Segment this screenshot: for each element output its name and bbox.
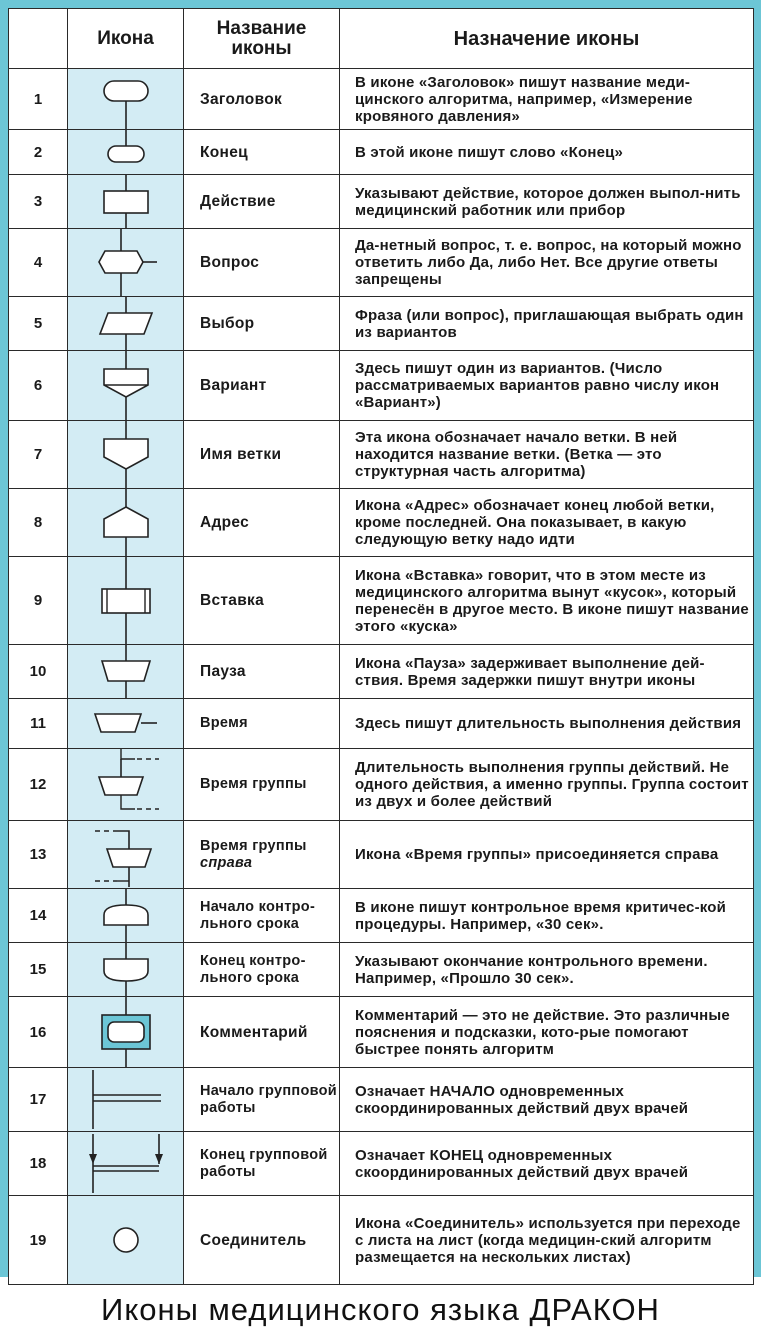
- group-time-right-icon: [68, 821, 184, 889]
- table-row: [9, 1196, 754, 1285]
- address-icon: [68, 489, 184, 557]
- table-row: [9, 749, 754, 821]
- row-number: 1: [9, 69, 68, 130]
- table-row: [9, 69, 754, 130]
- control-start-icon: [68, 889, 184, 943]
- row-number: 17: [9, 1068, 68, 1132]
- icon-name-cell: [184, 821, 340, 889]
- connector-icon: [68, 1196, 184, 1285]
- table-row: [9, 699, 754, 749]
- variant-icon: [68, 351, 184, 421]
- row-number: 19: [9, 1196, 68, 1285]
- table-row: [9, 645, 754, 699]
- question-icon: [68, 229, 184, 297]
- table-row: [9, 351, 754, 421]
- row-number: 7: [9, 421, 68, 489]
- icon-name: Начало групповой работы: [184, 1068, 340, 1132]
- table-row: [9, 1068, 754, 1132]
- icon-description: Икона «Адрес» обозначает конец любой ветки, кроме последней. Она показывает, в какую следующую ветку надо идти: [340, 489, 754, 557]
- row-number: 3: [9, 175, 68, 229]
- icon-name: Адрес: [184, 489, 340, 557]
- table-row: [9, 943, 754, 997]
- icon-description: Указывают действие, которое должен выпол-нить медицинский работник или прибор: [340, 175, 754, 229]
- icon-description: Фраза (или вопрос), приглашающая выбрать один из вариантов: [340, 297, 754, 351]
- icon-description: Здесь пишут длительность выполнения действия: [340, 699, 754, 749]
- icon-name: Соединитель: [184, 1196, 340, 1285]
- table-row: [9, 421, 754, 489]
- icon-description: Длительность выполнения группы действий. Не одного действия, а именно группы. Группа состоит из двух и более действий: [340, 749, 754, 821]
- icon-description: Здесь пишут один из вариантов. (Число рассматриваемых вариантов равно числу икон «Вариант»): [340, 351, 754, 421]
- header-name: Название иконы: [184, 9, 340, 69]
- icon-name: Пауза: [184, 645, 340, 699]
- table-row: [9, 557, 754, 645]
- icon-name: Вариант: [184, 351, 340, 421]
- icon-description: Комментарий — это не действие. Это различные пояснения и подсказки, кото-рые помогают быстрее понять алгоритм: [340, 997, 754, 1068]
- icon-description: В иконе «Заголовок» пишут название меди-цинского алгоритма, например, «Измерение кровяного давления»: [340, 69, 754, 130]
- table-row: [9, 229, 754, 297]
- icon-description: Икона «Пауза» задерживает выполнение дей-ствия. Время задержки пишут внутри иконы: [340, 645, 754, 699]
- icon-description: Указывают окончание контрольного времени. Например, «Прошло 30 сек».: [340, 943, 754, 997]
- header-number: [9, 9, 68, 69]
- row-number: 11: [9, 699, 68, 749]
- row-number: 9: [9, 557, 68, 645]
- icon-description: В этой иконе пишут слово «Конец»: [340, 130, 754, 175]
- row-number: 16: [9, 997, 68, 1068]
- row-number: 12: [9, 749, 68, 821]
- row-number: 10: [9, 645, 68, 699]
- title-icon: [68, 69, 184, 130]
- icons-table: [8, 8, 754, 1285]
- table-row: [9, 175, 754, 229]
- time-icon: [68, 699, 184, 749]
- row-number: 2: [9, 130, 68, 175]
- table-row: [9, 1132, 754, 1196]
- icon-name: Начало контро-льного срока: [184, 889, 340, 943]
- row-number: 15: [9, 943, 68, 997]
- group-work-end-icon: [68, 1132, 184, 1196]
- page-caption: Иконы медицинского языка ДРАКОН: [101, 1292, 660, 1327]
- control-end-icon: [68, 943, 184, 997]
- table-header-row: [9, 9, 754, 69]
- group-time-icon: [68, 749, 184, 821]
- icon-description: Икона «Соединитель» используется при переходе с листа на лист (когда медицин-ский алгоритм размещается на нескольких листах): [340, 1196, 754, 1285]
- action-icon: [68, 175, 184, 229]
- pause-icon: [68, 645, 184, 699]
- header-purpose: Назначение иконы: [340, 9, 754, 69]
- icon-name: Выбор: [184, 297, 340, 351]
- row-number: 4: [9, 229, 68, 297]
- comment-icon: [68, 997, 184, 1068]
- table-row: [9, 130, 754, 175]
- group-work-start-icon: [68, 1068, 184, 1132]
- icon-name-sub: справа: [200, 854, 253, 871]
- icon-description: Икона «Вставка» говорит, что в этом месте из медицинского алгоритма вынут «кусок», который перенесён в другое место. В иконе пишут название этого «куска»: [340, 557, 754, 645]
- icon-name: Заголовок: [184, 69, 340, 130]
- table-row: [9, 997, 754, 1068]
- icon-name: Вопрос: [184, 229, 340, 297]
- row-number: 13: [9, 821, 68, 889]
- branch-name-icon: [68, 421, 184, 489]
- row-number: 18: [9, 1132, 68, 1196]
- icon-name: Время группы: [200, 837, 307, 854]
- end-icon: [68, 130, 184, 175]
- icon-description: Да-нетный вопрос, т. е. вопрос, на который можно ответить либо Да, либо Нет. Все другие ответы запрещены: [340, 229, 754, 297]
- icon-description: Означает НАЧАЛО одновременных скоординированных действий двух врачей: [340, 1068, 754, 1132]
- icon-name: Имя ветки: [184, 421, 340, 489]
- icon-name: Действие: [184, 175, 340, 229]
- icon-description: Эта икона обозначает начало ветки. В ней находится название ветки. (Ветка — это структурная часть алгоритма): [340, 421, 754, 489]
- insert-icon: [68, 557, 184, 645]
- row-number: 14: [9, 889, 68, 943]
- icon-name: Конец контро-льного срока: [184, 943, 340, 997]
- icon-description: В иконе пишут контрольное время критичес-кой процедуры. Например, «30 сек».: [340, 889, 754, 943]
- icon-name: Вставка: [184, 557, 340, 645]
- row-number: 8: [9, 489, 68, 557]
- icon-description: Икона «Время группы» присоединяется справа: [340, 821, 754, 889]
- icon-name: Конец: [184, 130, 340, 175]
- table-row: [9, 889, 754, 943]
- table-row: [9, 821, 754, 889]
- table-row: [9, 297, 754, 351]
- icon-name: Время группы: [184, 749, 340, 821]
- icon-name: Время: [184, 699, 340, 749]
- table-row: [9, 489, 754, 557]
- icon-name: Конец групповой работы: [184, 1132, 340, 1196]
- row-number: 5: [9, 297, 68, 351]
- choice-icon: [68, 297, 184, 351]
- header-icon: Икона: [68, 9, 184, 69]
- icon-description: Означает КОНЕЦ одновременных скоординированных действий двух врачей: [340, 1132, 754, 1196]
- row-number: 6: [9, 351, 68, 421]
- icon-name: Комментарий: [184, 997, 340, 1068]
